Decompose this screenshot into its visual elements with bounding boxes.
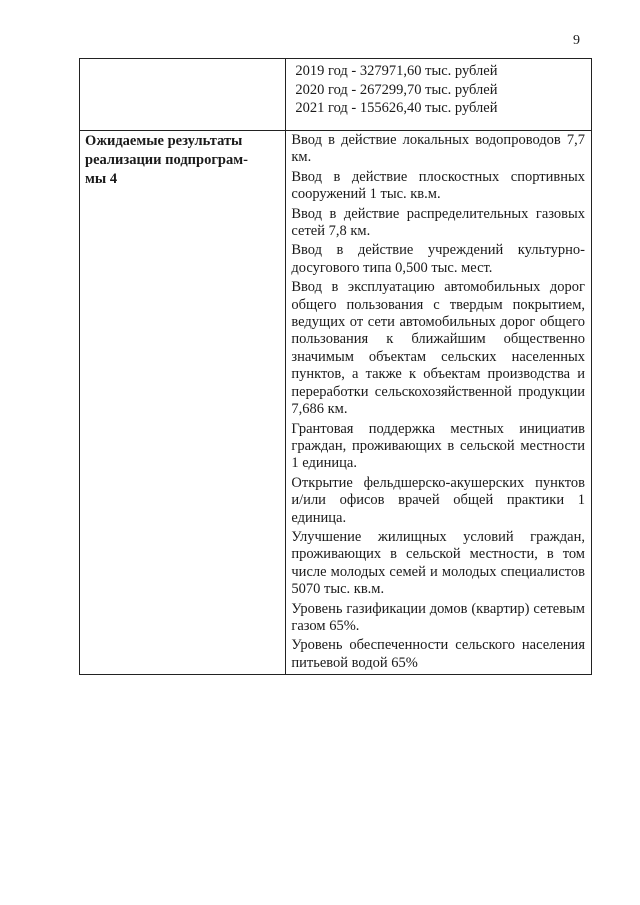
results-label: Ожидаемые результаты реализации подпрограм- мы 4	[85, 133, 248, 187]
program-table	[79, 58, 592, 675]
table-row-expected-results	[80, 131, 592, 675]
result-item-housing: Улучшение жилищных условий граждан, проживающих в сельской местности, в том числе молодых семей и молодых специалистов 5070 тыс. кв.м.	[291, 528, 585, 598]
finance-line-2019: 2019 год - 327971,60 тыс. рублей	[295, 63, 498, 79]
results-label-cell	[80, 131, 286, 675]
result-item-water-pipes: Ввод в действие локальных водопроводов 7,7 км.	[291, 132, 585, 166]
result-item-drinking-water: Уровень обеспеченности сельского населения питьевой водой 65%	[291, 637, 585, 671]
finance-line-2021: 2021 год - 155626,40 тыс. рублей	[295, 100, 498, 116]
page-number: 9	[573, 33, 580, 48]
result-item-gas-networks: Ввод в действие распределительных газовых сетей 7,8 км.	[291, 205, 585, 240]
result-item-roads: Ввод в эксплуатацию автомобильных дорог общего пользования с твердым покрытием, ведущих от сети автомобильных дорог общего пользования к ближайшим общественно значимым объектам сельских населенных пунктов, а также к объектам производства и переработки сельскохозяйственной продукции 7,686 км.	[291, 279, 585, 418]
result-item-cultural-institutions: Ввод в действие учреждений культурно-досугового типа 0,500 тыс. мест.	[291, 242, 585, 276]
result-item-gasification: Уровень газификации домов (квартир) сетевым газом 65%.	[291, 600, 585, 634]
table-row-financing	[80, 59, 592, 131]
results-value-cell	[286, 131, 592, 675]
result-item-sports-facilities: Ввод в действие плоскостных спортивных сооружений 1 тыс. кв.м.	[291, 168, 585, 203]
result-item-medical-points: Открытие фельдшерско-акушерских пунктов и/или офисов врачей общей практики 1 единица.	[291, 474, 585, 526]
financing-label-cell	[80, 59, 286, 131]
finance-line-2020: 2020 год - 267299,70 тыс. рублей	[295, 81, 498, 98]
financing-value-cell	[286, 59, 592, 131]
result-item-grant-support: Грантовая поддержка местных инициатив граждан, проживающих в сельской местности 1 единица.	[291, 420, 585, 472]
